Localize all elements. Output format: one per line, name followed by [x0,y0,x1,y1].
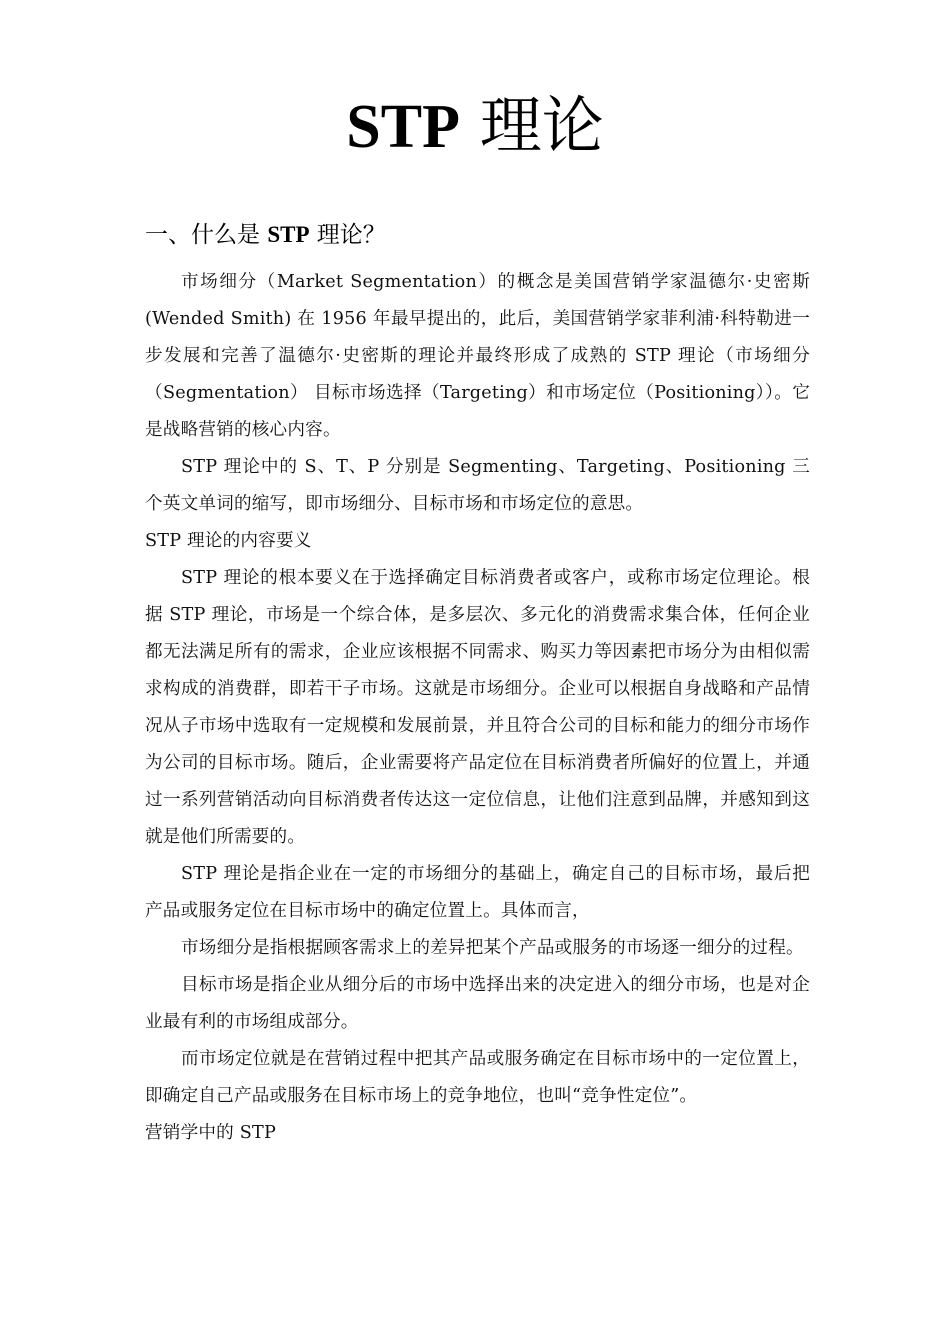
document-title-latin: STP [346,93,460,161]
section-heading [145,218,815,252]
section-heading-prefix: 一、什么是 [145,222,268,248]
section-heading-bold: STP [267,222,310,247]
paragraph-stp-core-meaning: STP 理论的根本要义在于选择确定目标消费者或客户，或称市场定位理论。根据 STP 理论，市场是一个综合体，是多层次、多元化的消费需求集合体，任何企业都无法满足所有的需求，企业应该根据不同需求、购买力等因素把市场分为由相似需求构成的消费群，即若干子市场。这就是市场细分。企业可以根据自身战略和产品情况从子市场中选取有一定规模和发展前景，并且符合公司的目标和能力的细分市场作为公司的目标市场。随后，企业需要将产品定位在目标消费者所偏好的位置上，并通过一系列营销活动向目标消费者传达这一定位信息，让他们注意到品牌，并感知到这就是他们所需要的。 [145,568,810,847]
document-title [0,86,950,167]
paragraph-segmentation-definition: 市场细分是指根据顾客需求上的差异把某个产品或服务的市场逐一细分的过程。 [181,938,804,958]
paragraph-targeting-definition: 目标市场是指企业从细分后的市场中选择出来的决定进入的细分市场，也是对企业最有利的市场组成部分。 [145,975,810,1032]
subheading-stp-in-marketing: 营销学中的 STP [145,1123,276,1143]
document-body [145,264,810,1152]
section-heading-suffix: 理论？ [309,222,386,248]
paragraph-positioning-definition: 而市场定位就是在营销过程中把其产品或服务确定在目标市场中的一定位置上，即确定自己产品或服务在目标市场上的竞争地位，也叫“竞争性定位”。 [145,1049,810,1106]
paragraph-stp-abbreviation: STP 理论中的 S、T、P 分别是 Segmenting、Targeting、Positioning 三个英文单词的缩写，即市场细分、目标市场和市场定位的意思。 [145,457,810,514]
paragraph-stp-definition: STP 理论是指企业在一定的市场细分的基础上，确定自己的目标市场，最后把产品或服务定位在目标市场中的确定位置上。具体而言， [145,864,810,921]
paragraph-market-segmentation-origin: 市场细分（Market Segmentation）的概念是美国营销学家温德尔·史密斯 (Wended Smith) 在 1956 年最早提出的，此后，美国营销学家菲利浦·科特勒进一步发展和完善了温德尔·史密斯的理论并最终形成了成熟的 STP 理论（市场细分（Segmentation） 目标市场选择（Targeting）和市场定位（Positioning））。它是战略营销的核心内容。 [145,272,810,440]
subheading-stp-content: STP 理论的内容要义 [145,531,312,551]
document-title-cjk: 理论 [460,89,604,162]
